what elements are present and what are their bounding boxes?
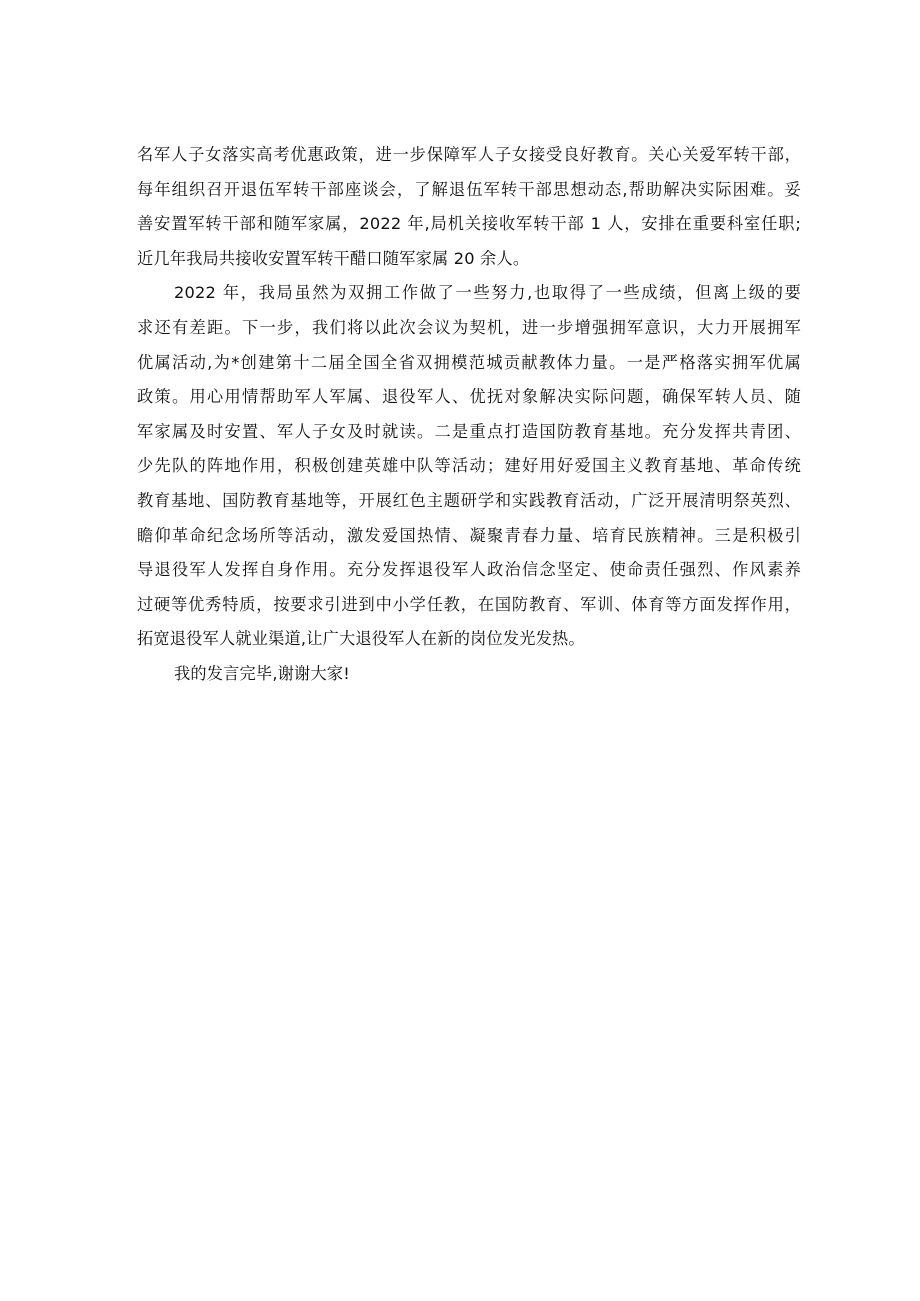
text-line: 导退役军人发挥自身作用。充分发挥退役军人政治信念坚定、使命责任强烈、作风素养 xyxy=(137,560,801,580)
document-page xyxy=(137,138,801,692)
text-line: 善安置军转干部和随军家属，2022 年,局机关接收军转干部 1 人，安排在重要科室任职; xyxy=(137,214,801,234)
paragraph-3 xyxy=(137,657,801,692)
text-line: 军家属及时安置、军人子女及时就读。二是重点打造国防教育基地。充分发挥共青团、 xyxy=(137,421,801,441)
text-line: 我的发言完毕,谢谢大家! xyxy=(174,663,350,683)
text-line: 优属活动,为*创建第十二届全国全省双拥模范城贡献教体力量。一是严格落实拥军优属 xyxy=(137,352,801,372)
text-line: 拓宽退役军人就业渠道,让广大退役军人在新的岗位发光发热。 xyxy=(137,629,585,649)
text-line: 每年组织召开退伍军转干部座谈会，了解退伍军转干部思想动态,帮助解决实际困难。妥 xyxy=(137,179,801,199)
text-line: 瞻仰革命纪念场所等活动，激发爱国热情、凝聚青春力量、培育民族精神。三是积极引 xyxy=(137,525,801,545)
text-line: 近几年我局共接收安置军转干醋口随军家属 20 余人。 xyxy=(137,248,530,268)
text-line: 教育基地、国防教育基地等，开展红色主题研学和实践教育活动，广泛开展清明祭英烈、 xyxy=(137,490,801,510)
text-line: 政策。用心用情帮助军人军属、退役军人、优抚对象解决实际问题，确保军转人员、随 xyxy=(137,387,801,407)
text-line: 过硬等优秀特质，按要求引进到中小学任教，在国防教育、军训、体育等方面发挥作用， xyxy=(137,594,801,614)
text-line: 求还有差距。下一步，我们将以此次会议为契机，进一步增强拥军意识，大力开展拥军 xyxy=(137,317,801,337)
text-line: 2022 年，我局虽然为双拥工作做了一些努力,也取得了一些成绩，但离上级的要 xyxy=(174,283,801,303)
text-line: 名军人子女落实高考优惠政策，进一步保障军人子女接受良好教育。关心关爱军转干部， xyxy=(137,145,801,164)
paragraph-2 xyxy=(137,276,801,657)
paragraph-1 xyxy=(137,138,801,276)
text-line: 少先队的阵地作用，积极创建英雄中队等活动；建好用好爱国主义教育基地、革命传统 xyxy=(137,456,801,476)
